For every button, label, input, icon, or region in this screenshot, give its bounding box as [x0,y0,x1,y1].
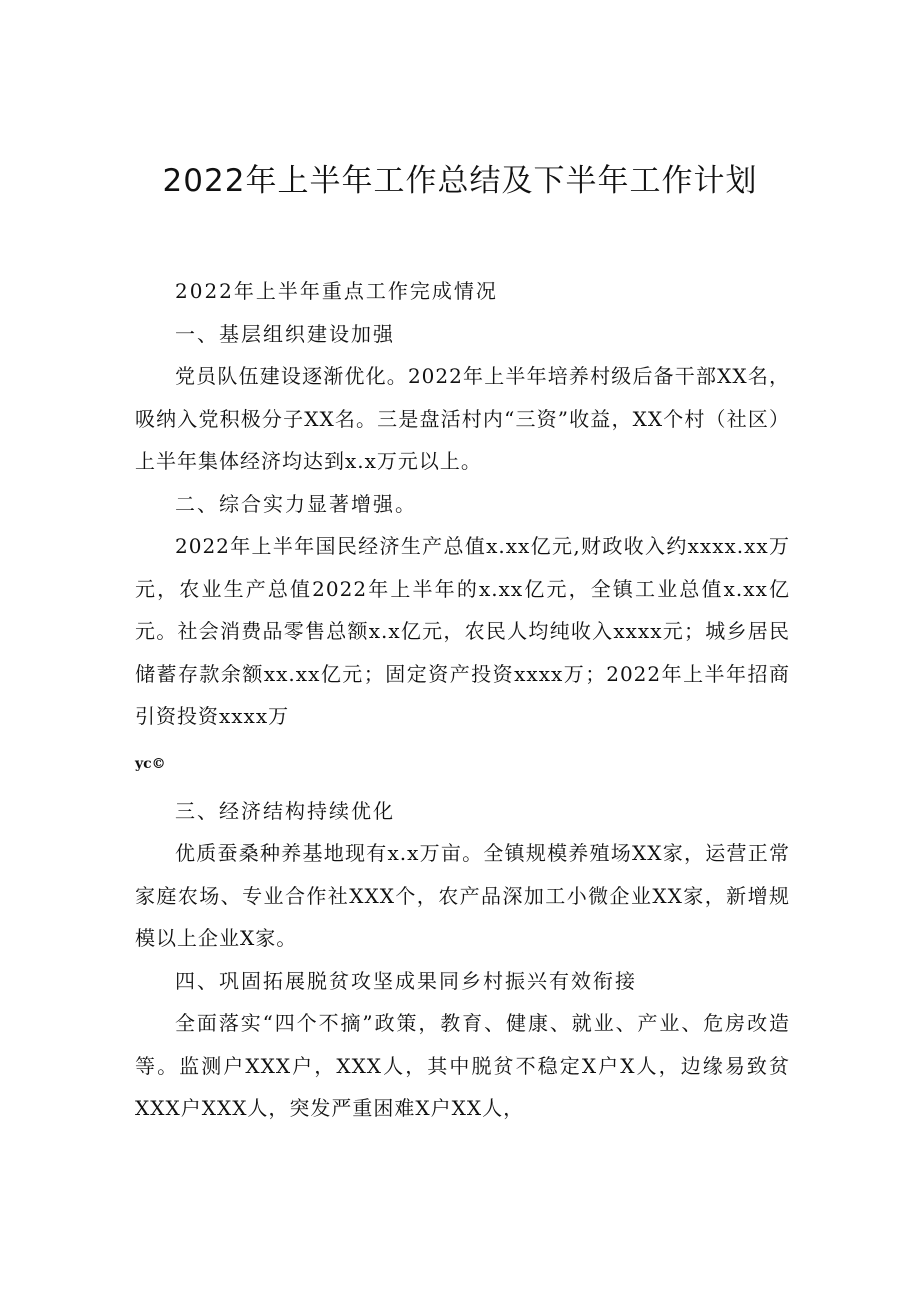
section-3-heading: 三、经济结构持续优化 [175,798,395,823]
section-2-paragraph: 2022年上半年国民经济生产总值x.xx亿元,财政收入约xxxx.xx万元，农业生产总值2022年上半年的x.xx亿元，全镇工业总值x.xx亿元。社会消费品零售总额x.x亿元，农民人均纯收入xxxx元；城乡居民储蓄存款余额xx.xx亿元；固定资产投资xxxx万；2022年上半年招商引资投资xxxx万 [135,534,790,728]
section-1-paragraph: 党员队伍建设逐渐优化。2022年上半年培养村级后备干部XX名，吸纳入党积极分子XX名。三是盘活村内“三资”收益，XX个村（社区）上半年集体经济均达到x.x万元以上。 [135,364,790,473]
section-intro-heading: 2022年上半年重点工作完成情况 [175,279,498,303]
section-1-heading: 一、基层组织建设加强 [175,321,395,346]
section-4-paragraph: 全面落实“四个不摘”政策，教育、健康、就业、产业、危房改造等。监测户XXX户，XXX人，其中脱贫不稳定X户X人，边缘易致贫XXX户XXX人，突发严重困难X户XX人， [135,1011,790,1120]
section-4-heading: 四、巩固拓展脱贫攻坚成果同乡村振兴有效衔接 [175,968,637,993]
watermark-text: yc© [135,755,166,772]
document-title: 2022年上半年工作总结及下半年工作计划 [162,163,758,199]
document-body [135,270,790,1130]
section-2-heading: 二、综合实力显著增强。 [175,491,417,516]
section-3-paragraph: 优质蚕桑种养基地现有x.x万亩。全镇规模养殖场XX家，运营正常家庭农场、专业合作社XXX个，农产品深加工小微企业XX家，新增规模以上企业X家。 [135,841,790,950]
